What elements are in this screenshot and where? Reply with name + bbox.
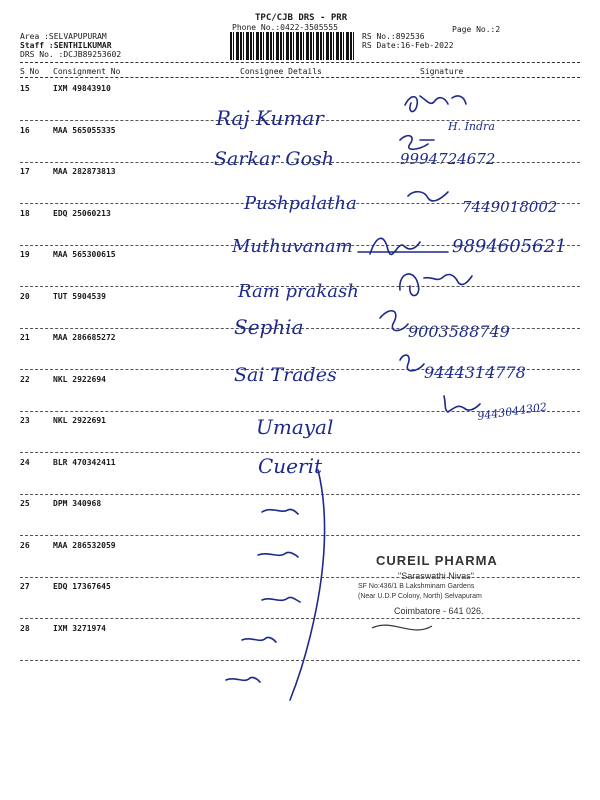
mark-row-27 (242, 637, 276, 642)
document-title: TPC/CJB DRS - PRR (255, 13, 348, 23)
consignee-hw-23: Cuerit (258, 454, 323, 478)
col-signature: Signature (420, 67, 464, 76)
signature-scribble-18 (358, 238, 448, 254)
row-consignment: MAA 282873813 (53, 167, 116, 176)
row-sno: 27 (20, 582, 30, 591)
stamp-address-1: SF No:436/1 B Lakshminam Gardens (358, 583, 475, 590)
row-consignment: NKL 2922691 (53, 416, 106, 425)
row-sno: 25 (20, 499, 30, 508)
stamp-company-name: CUREIL PHARMA (376, 553, 498, 568)
consignee-hw-22: Umayal (256, 415, 334, 439)
consignee-hw-15: Raj Kumar (216, 106, 324, 130)
row-sno: 26 (20, 540, 30, 550)
staff-label: Staff :SENTHILKUMAR (20, 41, 112, 50)
rs-number: RS No.:892536 (362, 32, 425, 41)
row-consignment: MAA 286685272 (53, 333, 116, 342)
stamp-address-2: (Near U.D.P Colony, North) Selvapuram (358, 593, 482, 600)
row-sno: 23 (20, 416, 30, 425)
signature-hw-21: 9444314778 (424, 363, 526, 382)
consignee-hw-20: Sephia (234, 315, 304, 339)
drs-number: DRS No. :DCJB89253602 (20, 50, 122, 59)
row-consignment: EDQ 17367645 (53, 582, 111, 591)
signature-hw-15: H. Indra (448, 120, 495, 133)
row-sno: 20 (20, 291, 30, 301)
row-consignment: IXM 3271974 (53, 623, 106, 633)
stamp-building: "Saraswathi Nivas" (398, 571, 474, 581)
mark-connector (290, 470, 325, 700)
row-sno: 24 (20, 457, 30, 467)
row-consignment: DPM 340968 (53, 499, 102, 508)
row-consignment: MAA 565055335 (53, 125, 116, 135)
row-consignment: NKL 2922694 (53, 374, 106, 384)
row-consignment: EDQ 25060213 (53, 208, 111, 218)
signature-scribble-17 (408, 192, 448, 201)
row-sno: 21 (20, 333, 30, 342)
signature-hw-16: 9994724672 (400, 150, 496, 168)
mark-row-26 (262, 597, 300, 602)
page-number: Page No.:2 (452, 25, 501, 34)
stamp-city: Coimbatore - 641 026. (394, 606, 484, 616)
row-sno: 22 (20, 374, 30, 384)
consignee-hw-16: Sarkar Gosh (214, 148, 334, 170)
company-stamp (358, 553, 528, 633)
row-sno: 17 (20, 167, 30, 176)
signature-scribble-19 (400, 274, 472, 296)
consignee-hw-17: Pushpalatha (244, 193, 357, 214)
col-consignment: Consignment No (53, 67, 121, 76)
signature-hw-18: 9894605621 (452, 236, 567, 257)
row-sno: 16 (20, 125, 30, 135)
signature-scribble-15 (405, 96, 466, 112)
row-consignment: TUT 5904539 (53, 291, 106, 301)
signature-scribble-20 (380, 311, 408, 331)
mark-row-24 (262, 509, 298, 514)
phone-number: Phone No.:0422-3505555 (232, 23, 338, 32)
signature-hw-17: 7449018002 (462, 198, 558, 216)
signature-hw-22: 9443044302 (476, 400, 548, 423)
row-consignment: IXM 49843910 (53, 84, 111, 93)
rs-date: RS Date:16-Feb-2022 (362, 41, 454, 50)
signature-scribble-16 (400, 136, 434, 150)
row-sno: 19 (20, 250, 30, 259)
signature-hw-20: 9003588749 (408, 322, 510, 341)
row-sno: 15 (20, 84, 30, 93)
signature-scribble-22 (444, 396, 480, 412)
row-consignment: MAA 286532059 (53, 540, 116, 550)
row-consignment: MAA 565300615 (53, 250, 116, 259)
row-consignment: BLR 470342411 (53, 457, 116, 467)
signature-scribble-21 (400, 355, 424, 371)
mark-row-25 (258, 552, 298, 557)
consignee-hw-21: Sai Trades (234, 364, 337, 386)
consignee-hw-18: Muthuvanam (232, 236, 353, 257)
row-sno: 28 (20, 623, 30, 633)
area-label: Area :SELVAPUPURAM (20, 32, 107, 41)
row-sno: 18 (20, 208, 30, 218)
consignee-hw-19: Ram prakash (238, 281, 359, 302)
col-sno: S No (20, 67, 40, 76)
mark-row-28 (226, 677, 260, 682)
col-consignee: Consignee Details (240, 67, 322, 76)
